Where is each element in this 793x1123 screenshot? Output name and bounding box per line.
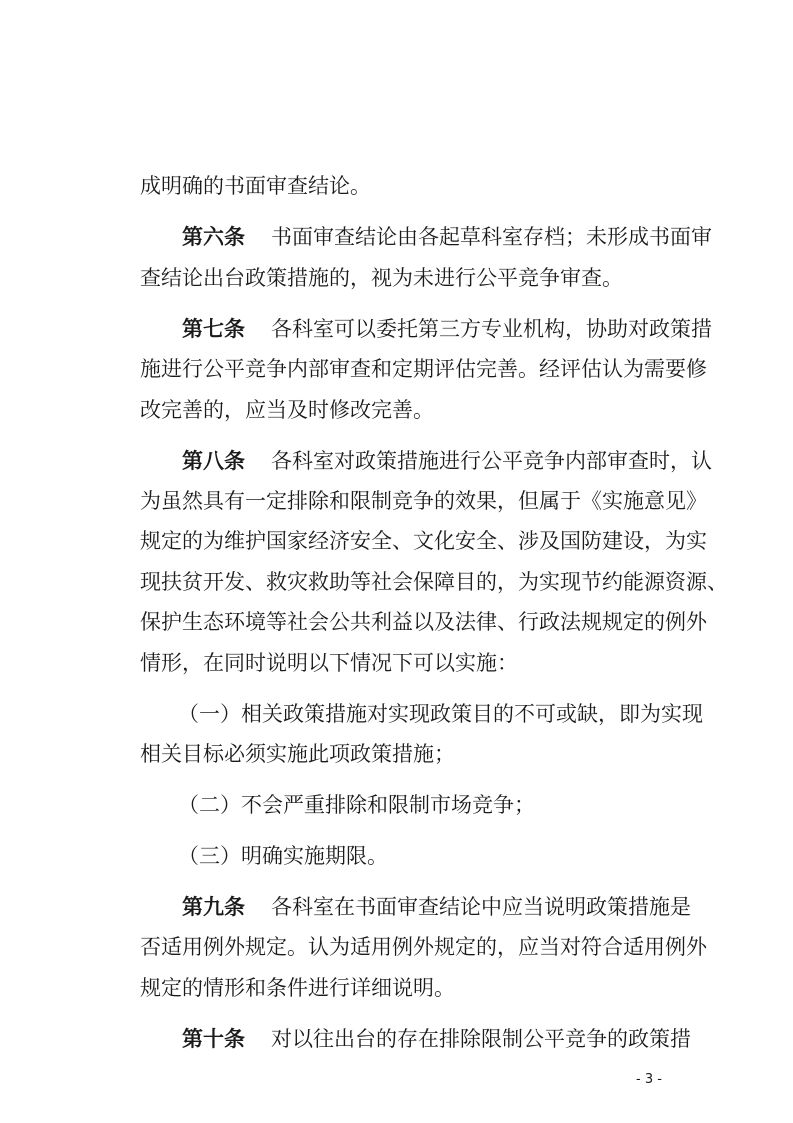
article-heading: 第九条 [182,894,245,919]
text-line [0,481,793,521]
line-text: 现扶贫开发、救灾救助等社会保障目的，为实现节约能源资源、 [140,570,728,594]
text-line [0,734,793,774]
article-heading: 第八条 [182,448,245,473]
article-line [0,441,793,481]
line-text: 查结论出台政策措施的，视为未进行公平竞争审查。 [140,266,623,290]
article-line [0,1019,793,1059]
article-line [0,309,793,349]
line-text: 对以往出台的存在排除限制公平竞争的政策措 [271,1027,691,1051]
list-item [0,694,793,734]
line-text: 书面审查结论由各起草科室存档；未形成书面审 [271,225,712,249]
line-text: 各科室对政策措施进行公平竞争内部审查时，认 [271,449,712,473]
line-text: （二）不会严重排除和限制市场竞争； [178,793,535,817]
text-line [0,927,793,967]
line-text: 情形，在同时说明以下情况下可以实施： [140,651,518,675]
line-text: 否适用例外规定。认为适用例外规定的，应当对符合适用例外 [140,935,707,959]
line-text: 施进行公平竞争内部审查和定期评估完善。经评估认为需要修 [140,357,707,381]
line-text: 规定的为维护国家经济安全、文化安全、涉及国防建设，为实 [140,529,707,553]
text-line [0,643,793,683]
line-text: （一）相关政策措施对实现政策目的不可或缺，即为实现 [178,702,703,726]
line-text: 成明确的书面审查结论。 [140,174,371,198]
page-number: - 3 - [636,1072,662,1087]
article-line [0,887,793,927]
text-line [0,602,793,642]
article-heading: 第七条 [182,316,245,341]
article-heading: 第十条 [182,1026,245,1051]
text-line [0,968,793,1008]
line-text: 为虽然具有一定排除和限制竞争的效果，但属于《实施意见》 [140,489,707,513]
text-line [0,349,793,389]
line-text: 改完善的，应当及时修改完善。 [140,398,434,422]
line-text: 各科室在书面审查结论中应当说明政策措施是 [271,895,691,919]
line-text: 规定的情形和条件进行详细说明。 [140,976,455,1000]
line-text: 保护生态环境等社会公共利益以及法律、行政法规规定的例外 [140,610,707,634]
text-line [0,258,793,298]
line-text: 相关目标必须实施此项政策措施； [140,742,455,766]
article-line [0,217,793,257]
text-line [0,521,793,561]
list-item [0,836,793,876]
list-item [0,785,793,825]
text-line [0,390,793,430]
line-text: 各科室可以委托第三方专业机构，协助对政策措 [271,317,712,341]
line-text: （三）明确实施期限。 [178,844,388,868]
text-line [0,562,793,602]
article-heading: 第六条 [182,224,245,249]
text-line [0,166,793,206]
